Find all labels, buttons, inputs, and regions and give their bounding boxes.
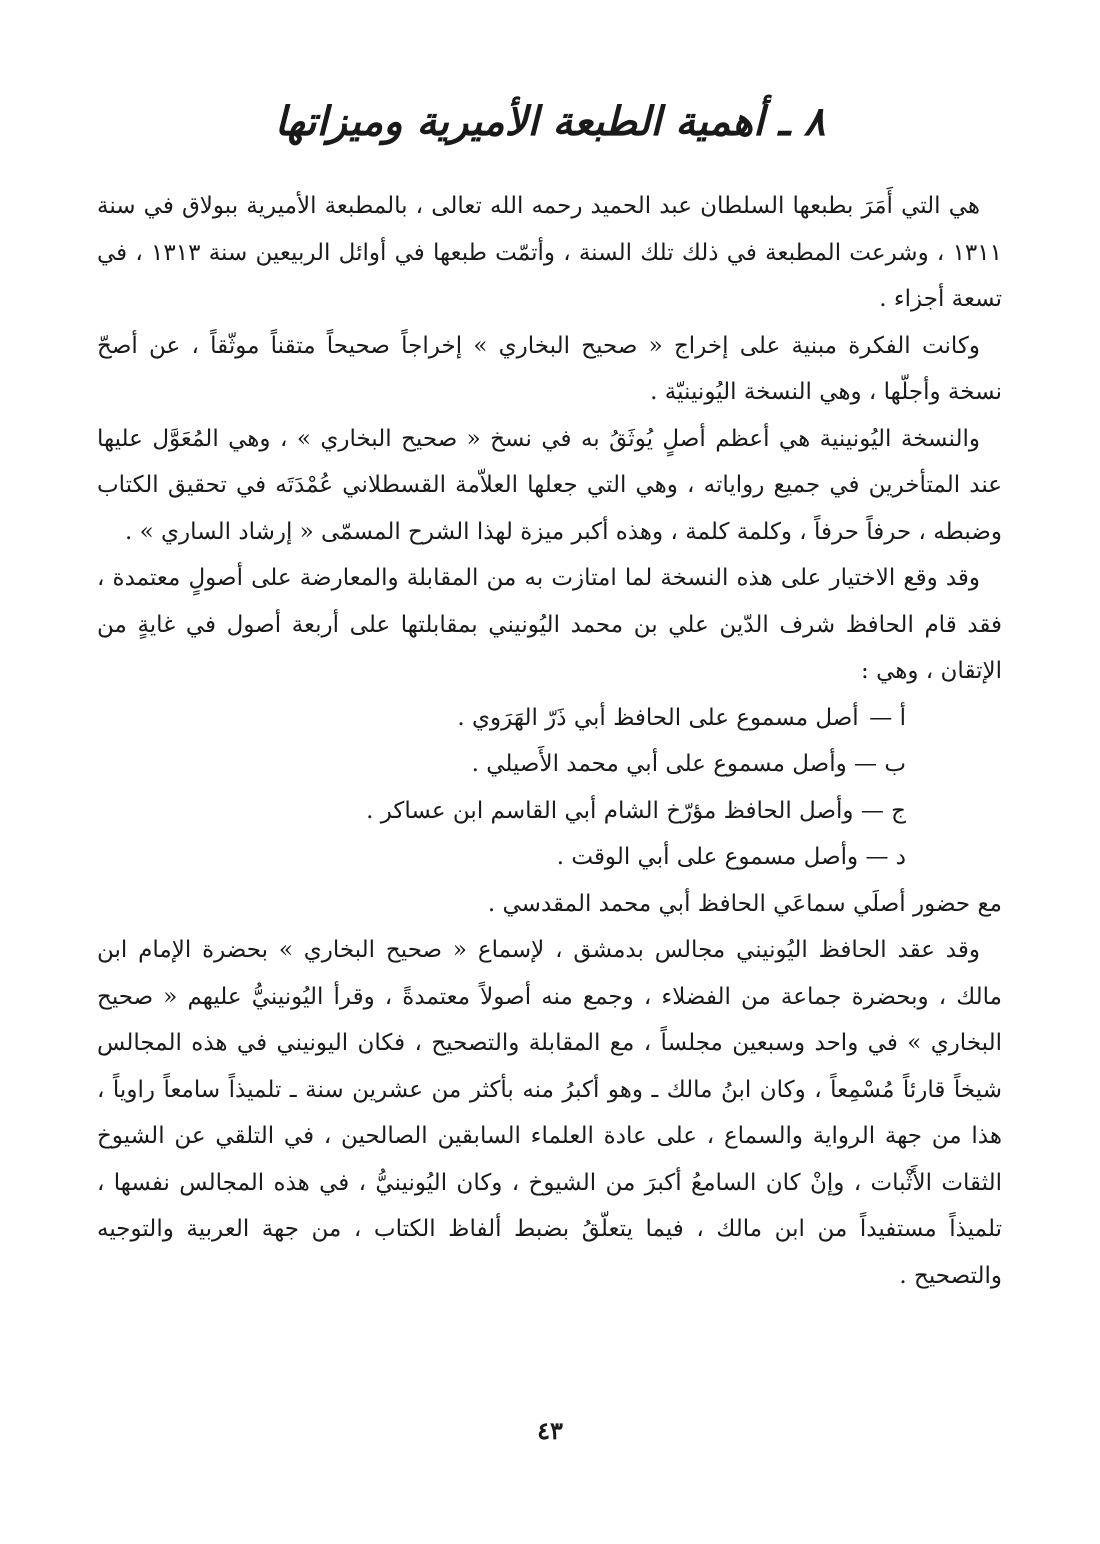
paragraph: والنسخة اليُونينية هي أعظم أصلٍ يُوثَقُ به في نسخ « صحيح البخاري » ، وهي المُعَوَّل عليها عند المتأخرين في جميع رواياته ، وهي التي جعلها العلاّمة القسطلاني عُمْدَتَه في تحقيق الكتاب وضبطه ، حرفاً حرفاً ، وكلمة كلمة ، وهذه أكبر ميزة لهذا الشرح المسمّى « إرشاد الساري » .: [97, 425, 1002, 545]
page-title: ٨ ـ أهمية الطبعة الأميرية وميزاتها: [274, 98, 826, 145]
paragraph: وقد عقد الحافظ اليُونيني مجالس بدمشق ، لإسماع « صحيح البخاري » بحضرة الإمام ابن مالك ، وبحضرة جماعة من الفضلاء ، وجمع منه أصولاً معتمدةً ، وقرأ اليُونينيُّ عليهم « صحيح البخاري » في واحد وسبعين مجلساً ، مع المقابلة والتصحيح ، فكان اليونيني في هذه المجالس شيخاً قارئاً مُسْمِعاً ، وكان ابنُ مالك ـ وهو أكبرُ منه بأكثر من عشرين سنة ـ تلميذاً سامعاً راوياً ، هذا من جهة الرواية والسماع ، على عادة العلماء السابقين الصالحين ، في التلقي عن الشيوخ الثقات الأَثْبات ، وإنْ كان السامعُ أكبرَ من الشيوخ ، وكان اليُونينيُّ ، في هذه المجالس نفسها ، تلميذاً مستفيداً من ابن مالك ، فيما يتعلّقُ بضبط ألفاظ الكتاب ، من جهة العربية والتوجيه والتصحيح .: [97, 937, 1002, 1289]
list-item-text: وأصل الحافظ مؤرّخ الشام أبي القاسم ابن عساكر .: [366, 797, 854, 824]
list-item-letter: ب —: [854, 751, 906, 777]
list-item-text: أصل مسموع على الحافظ أبي ذَرّ الهَرَوي .: [457, 704, 859, 731]
paragraph: هي التي أَمَرَ بطبعها السلطان عبد الحميد رحمه الله تعالى ، بالمطبعة الأميرية ببولاق في سنة ١٣١١ ، وشرعت المطبعة في ذلك تلك السنة ، وأتمّت طبعها في أوائل الربيعين سنة ١٣١٣ ، في تسعة أجزاء .: [97, 193, 1002, 312]
page-body: [97, 183, 1002, 1299]
sources-list: [97, 695, 1002, 881]
list-item-letter: أ —: [869, 704, 906, 731]
list-item: [97, 741, 1002, 788]
list-item: [97, 834, 1002, 881]
list-item-letter: د —: [865, 844, 906, 870]
list-item-text: وأصل مسموع على أبي الوقت .: [556, 844, 859, 870]
paragraph: وقد وقع الاختيار على هذه النسخة لما امتازت به من المقابلة والمعارضة على أصولٍ معتمدة ، فقد قام الحافظ شرف الدّين علي بن محمد اليُونيني بمقابلتها على أربعة أصول في غايةٍ من الإتقان ، وهي :: [97, 565, 1002, 684]
list-item: [97, 695, 1002, 742]
list-item-text: وأصل مسموع على أبي محمد الأَصيلي .: [471, 751, 847, 777]
page-number: ٤٣: [537, 1416, 563, 1445]
list-item: [97, 788, 1002, 835]
paragraph: وكانت الفكرة مبنية على إخراج « صحيح البخاري » إخراجاً صحيحاً متقناً موثّقاً ، عن أصحّ نسخة وأجلّها ، وهي النسخة اليُونينيّة .: [97, 332, 1002, 405]
after-list-line: مع حضور أصلَي سماعَي الحافظ أبي محمد المقدسي .: [487, 890, 1002, 917]
list-item-letter: ج —: [860, 797, 906, 824]
